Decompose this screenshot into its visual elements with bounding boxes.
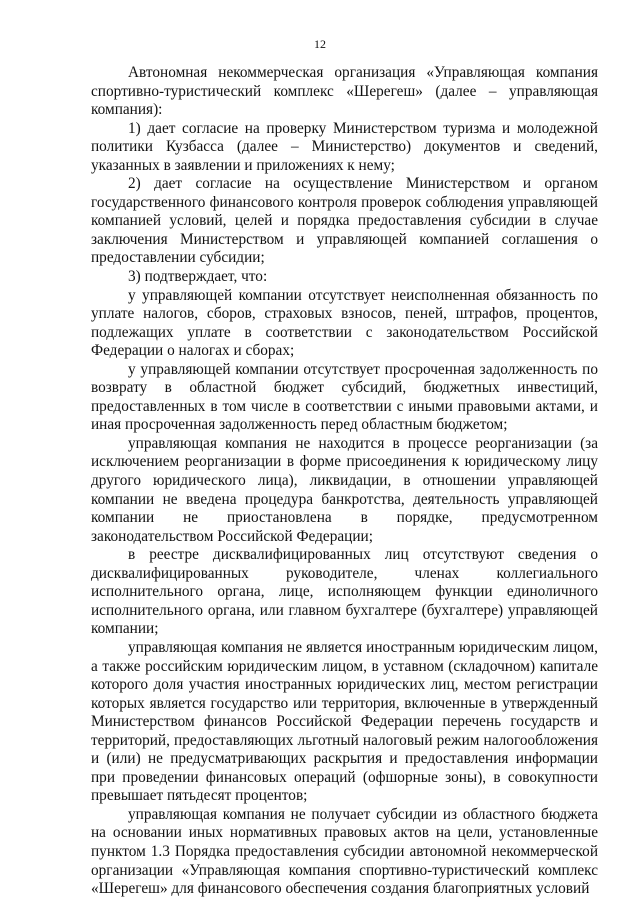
paragraph-item-2: 2) дает согласие на осуществление Министерством и органом государственного финансового контроля проверок соблюдения управляющей компанией условий, целей и порядка предоставления субсидии в случае заключения Министерством и управляющей компанией соглашения о предоставлении субсидии; [91,175,598,267]
paragraph-no-tax-debt: у управляющей компании отсутствует неисполненная обязанность по уплате налогов, сборов, страховых взносов, пеней, штрафов, процентов, подлежащих уплате в соответствии с законодательством Российской Федерации о налогах и сборах; [91,286,598,360]
paragraph-item-1: 1) дает согласие на проверку Министерством туризма и молодежной политики Кузбасса (далее – Министерство) документов и сведений, указанных в заявлении и приложениях к нему; [91,119,598,174]
paragraph-no-overdue-debt: у управляющей компании отсутствует просроченная задолженность по возврату в областной бюджет субсидий, бюджетных инвестиций, предоставленных в том числе в соответствии с иными правовыми актами, и иная просроченная задолженность перед областным бюджетом; [91,360,598,434]
paragraph-item-3: 3) подтверждает, что: [128,268,268,286]
document-body [91,64,598,899]
paragraph-no-reorganization: управляющая компания не находится в процессе реорганизации (за исключением реорганизации в форме присоединения к юридическому лицу другого юридического лица), ликвидации, в отношении управляющей компании не введена процедура банкротства, деятельность управляющей компании не приостановлена в порядке, предусмотренном законодательством Российской Федерации; [91,434,598,545]
page-number: 12 [314,37,326,51]
paragraph-not-foreign-entity: управляющая компания не является иностранным юридическим лицом, а также российским юридическим лицом, в уставном (складочном) капитале которого доля участия иностранных юридических лиц, местом регистрации которых является государство или территория, включенные в утвержденный Министерством финансов Российской Федерации перечень государств и территорий, предоставляющих льготный налоговый режим налогообложения и (или) не предусматривающих раскрытия и предоставления информации при проведении финансовых операций (офшорные зоны), в совокупности превышает пятьдесят процентов; [91,638,598,805]
paragraph-no-other-subsidies: управляющая компания не получает субсидии из областного бюджета на основании иных нормативных правовых актов на цели, установленные пунктом 1.3 Порядка предоставления субсидии автономной некоммерческой организации «Управляющая компания спортивно-туристический комплекс «Шерегеш» для финансового обеспечения создания благоприятных условий [91,805,598,898]
paragraph-intro: Автономная некоммерческая организация «Управляющая компания спортивно-туристический комплекс «Шерегеш» (далее – управляющая компания): [91,64,598,119]
paragraph-disqualified-registry: в реестре дисквалифицированных лиц отсутствуют сведения о дисквалифицированных руководителе, членах коллегиального исполнительного органа, лице, исполняющем функции единоличного исполнительного органа, или главном бухгалтере (бухгалтере) управляющей компании; [91,546,598,638]
